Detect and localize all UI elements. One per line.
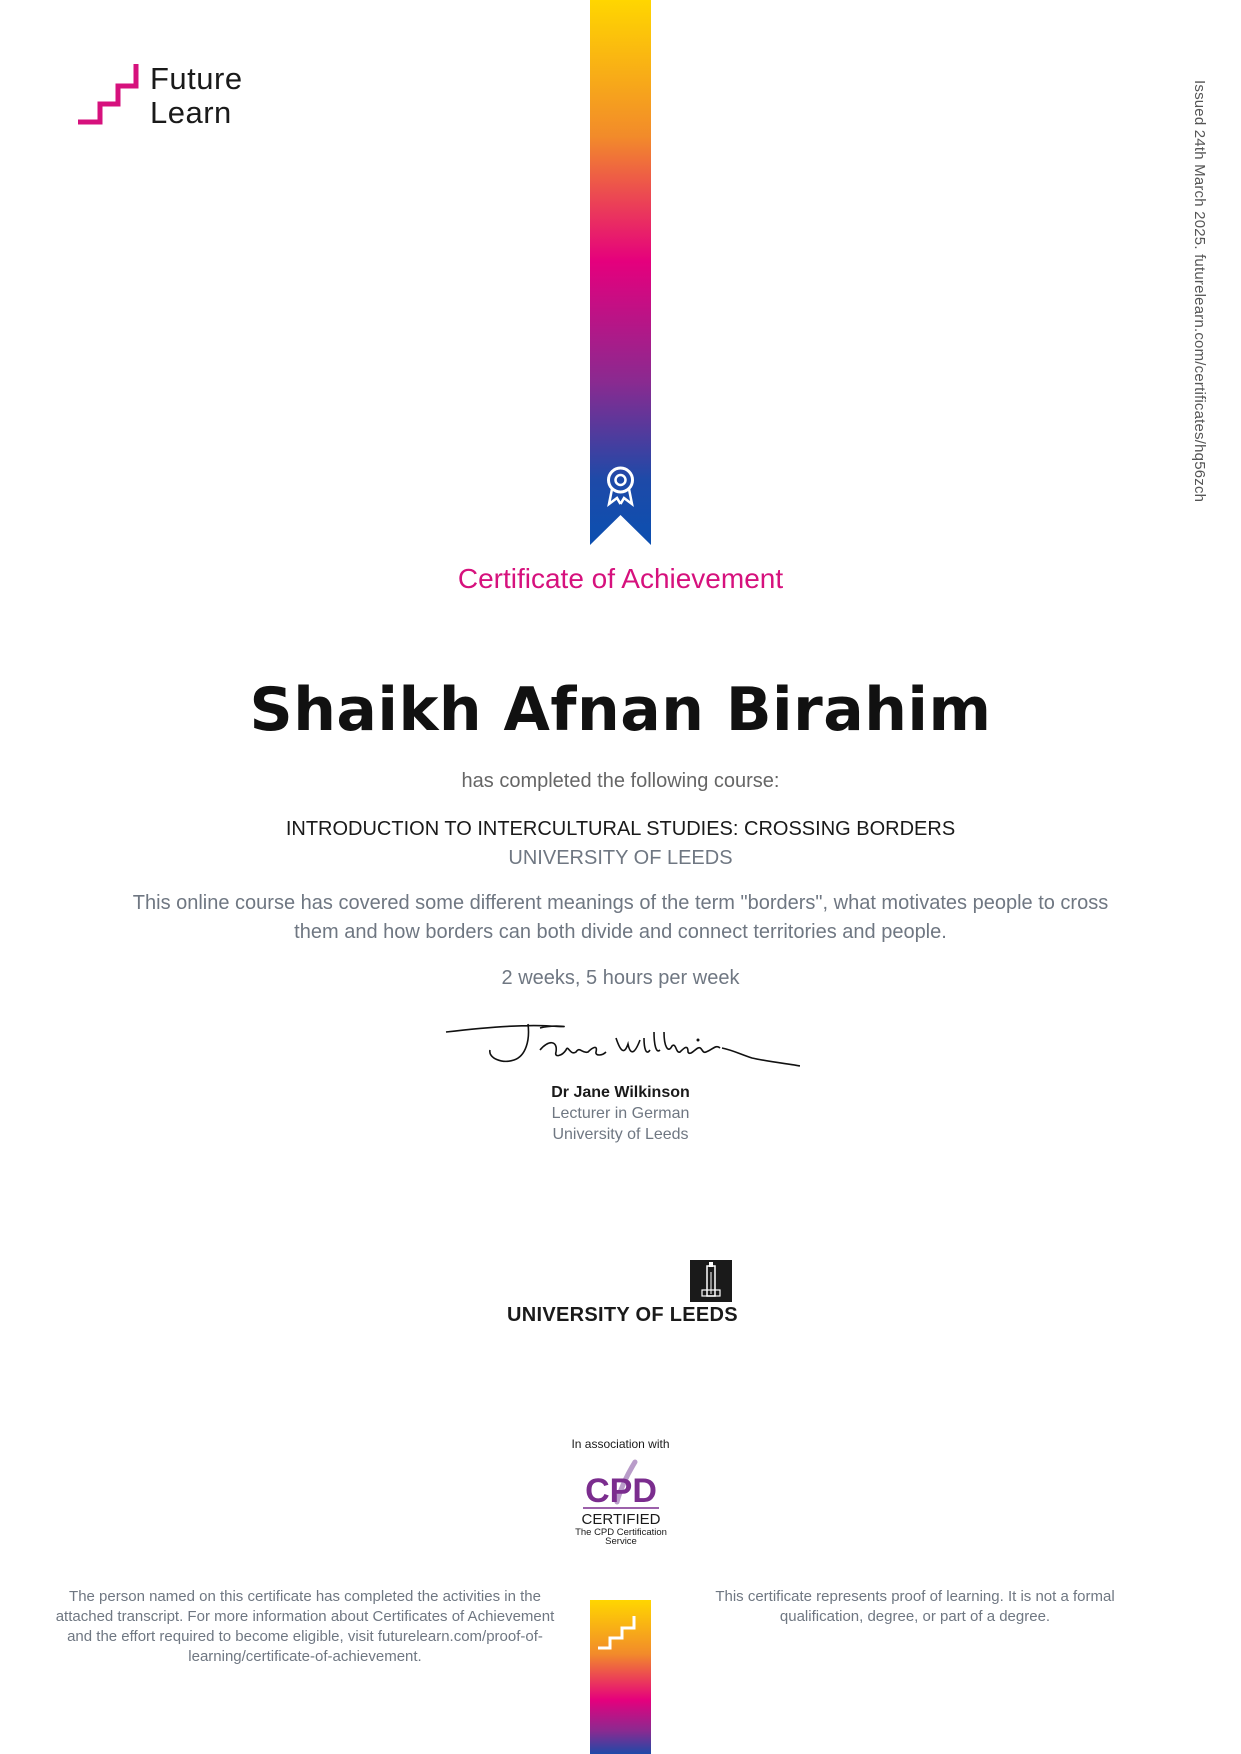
- course-university: UNIVERSITY OF LEEDS: [508, 847, 733, 869]
- cpd-service-line2: Service: [605, 1536, 637, 1547]
- cpd-text: CPD: [585, 1472, 657, 1510]
- recipient-name: Shaikh Afnan Birahim: [249, 675, 992, 745]
- logo-wordmark: Future Learn: [150, 61, 243, 130]
- course-description: This online course has covered some different meanings of the term "borders", what motivates people to cross them and how borders can both divide and connect territories and people.: [132, 892, 1109, 943]
- top-ribbon: [590, 0, 651, 545]
- footer-left-note: The person named on this certificate has completed the activities in the attached transcript. For more information about Certificates of Achievement and the effort required to become eligible, visit futurelearn.com/proof-of-learning/certificate-of-achievement.: [55, 1588, 555, 1665]
- futurelearn-stairs-icon: [78, 62, 142, 128]
- issued-info: Issued 24th March 2025. futurelearn.com/certificates/hq56zch: [1191, 80, 1208, 503]
- bottom-ribbon: [590, 1600, 651, 1754]
- signatory-name: Dr Jane Wilkinson: [551, 1084, 690, 1101]
- cpd-certified-logo: [565, 1458, 677, 1548]
- association-text: In association with: [571, 1437, 670, 1451]
- completed-text: has completed the following course:: [461, 770, 780, 792]
- futurelearn-logo: [78, 62, 268, 128]
- certificate-title: Certificate of Achievement: [457, 563, 784, 594]
- signatory-role: Lecturer in German: [551, 1105, 690, 1122]
- cpd-service-line1: The CPD Certification: [575, 1527, 667, 1538]
- course-title: INTRODUCTION TO INTERCULTURAL STUDIES: CROSSING BORDERS: [285, 818, 956, 840]
- signatory-block: [0, 1082, 1241, 1145]
- university-logo: [505, 1260, 738, 1330]
- signatory-institution: University of Leeds: [552, 1126, 689, 1143]
- university-wordmark: UNIVERSITY OF LEEDS: [507, 1304, 738, 1326]
- footer-right-note: This certificate represents proof of learning. It is not a formal qualification, degree, or part of a degree.: [715, 1588, 1115, 1625]
- signature-image: [440, 1010, 800, 1080]
- leeds-crest-icon: [690, 1260, 732, 1302]
- cpd-certified-text: CERTIFIED: [581, 1511, 661, 1528]
- course-duration: 2 weeks, 5 hours per week: [501, 967, 740, 989]
